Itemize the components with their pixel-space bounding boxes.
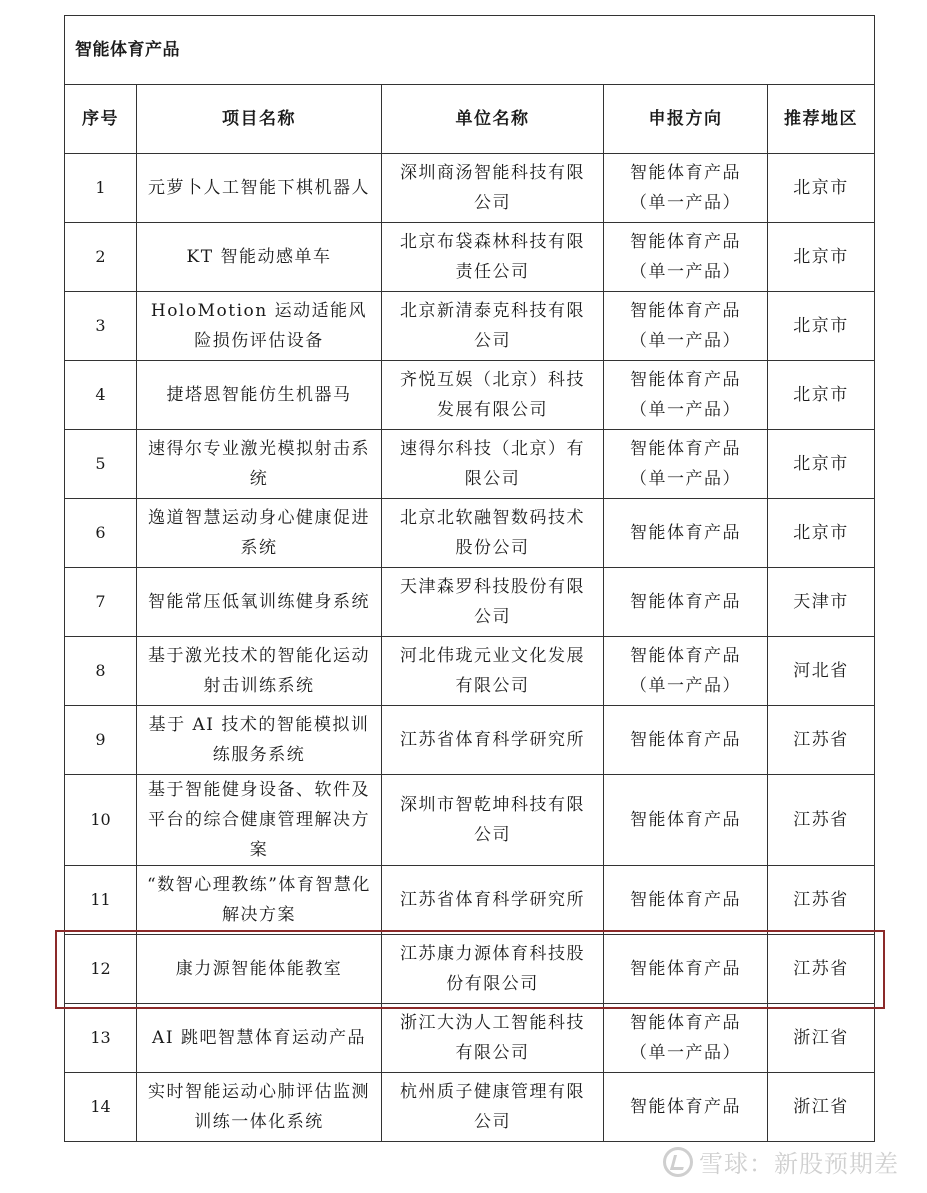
cell-region: 江苏省 (768, 935, 875, 1004)
cell-name: 元萝卜人工智能下棋机器人 (137, 154, 382, 223)
cell-no: 1 (65, 154, 137, 223)
watermark-text: 雪球：新股预期差 (699, 1150, 899, 1178)
cell-name: 基于智能健身设备、软件及平台的综合健康管理解决方案 (137, 775, 382, 866)
products-table (64, 15, 875, 1142)
cell-no: 6 (65, 499, 137, 568)
cell-unit: 江苏省体育科学研究所 (382, 866, 604, 935)
cell-unit: 江苏省体育科学研究所 (382, 706, 604, 775)
cell-no: 13 (65, 1004, 137, 1073)
cell-direction: 智能体育产品 (604, 706, 768, 775)
cell-no: 5 (65, 430, 137, 499)
cell-direction: 智能体育产品（单一产品） (604, 637, 768, 706)
cell-name: 康力源智能体能教室 (137, 935, 382, 1004)
cell-no: 11 (65, 866, 137, 935)
cell-name: AI 跳吧智慧体育运动产品 (137, 1004, 382, 1073)
cell-direction: 智能体育产品 (604, 935, 768, 1004)
table-row (65, 637, 875, 706)
cell-region: 北京市 (768, 499, 875, 568)
cell-region: 北京市 (768, 430, 875, 499)
cell-direction: 智能体育产品 (604, 866, 768, 935)
cell-name: KT 智能动感单车 (137, 223, 382, 292)
cell-name: 实时智能运动心肺评估监测训练一体化系统 (137, 1073, 382, 1142)
cell-name: 捷塔恩智能仿生机器马 (137, 361, 382, 430)
cell-name: 智能常压低氧训练健身系统 (137, 568, 382, 637)
cell-region: 浙江省 (768, 1073, 875, 1142)
table-row (65, 568, 875, 637)
cell-unit: 浙江大沩人工智能科技有限公司 (382, 1004, 604, 1073)
table-row (65, 361, 875, 430)
cell-name: “数智心理教练”体育智慧化解决方案 (137, 866, 382, 935)
header-region: 推荐地区 (768, 85, 875, 154)
table-title: 智能体育产品 (65, 16, 875, 85)
table-body (65, 154, 875, 1142)
cell-no: 9 (65, 706, 137, 775)
cell-unit: 杭州质子健康管理有限公司 (382, 1073, 604, 1142)
cell-region: 浙江省 (768, 1004, 875, 1073)
cell-unit: 齐悦互娱（北京）科技发展有限公司 (382, 361, 604, 430)
cell-region: 北京市 (768, 361, 875, 430)
cell-no: 7 (65, 568, 137, 637)
table-row (65, 430, 875, 499)
cell-no: 4 (65, 361, 137, 430)
cell-direction: 智能体育产品（单一产品） (604, 292, 768, 361)
cell-no: 14 (65, 1073, 137, 1142)
cell-region: 天津市 (768, 568, 875, 637)
cell-direction: 智能体育产品（单一产品） (604, 223, 768, 292)
cell-unit: 北京布袋森林科技有限责任公司 (382, 223, 604, 292)
cell-unit: 北京北软融智数码技术股份公司 (382, 499, 604, 568)
cell-direction: 智能体育产品 (604, 1073, 768, 1142)
table-row (65, 223, 875, 292)
cell-direction: 智能体育产品（单一产品） (604, 1004, 768, 1073)
cell-no: 3 (65, 292, 137, 361)
cell-direction: 智能体育产品（单一产品） (604, 154, 768, 223)
cell-direction: 智能体育产品（单一产品） (604, 361, 768, 430)
table-row (65, 1004, 875, 1073)
snowball-logo-icon (663, 1147, 693, 1177)
cell-region: 北京市 (768, 154, 875, 223)
cell-region: 北京市 (768, 292, 875, 361)
table-row (65, 775, 875, 866)
cell-region: 北京市 (768, 223, 875, 292)
cell-unit: 速得尔科技（北京）有限公司 (382, 430, 604, 499)
cell-unit: 深圳市智乾坤科技有限公司 (382, 775, 604, 866)
cell-unit: 河北伟珑元业文化发展有限公司 (382, 637, 604, 706)
table-row (65, 499, 875, 568)
cell-no: 8 (65, 637, 137, 706)
header-no: 序号 (65, 85, 137, 154)
cell-unit: 深圳商汤智能科技有限公司 (382, 154, 604, 223)
cell-region: 江苏省 (768, 866, 875, 935)
cell-no: 12 (65, 935, 137, 1004)
cell-region: 河北省 (768, 637, 875, 706)
cell-region: 江苏省 (768, 706, 875, 775)
table-row (65, 866, 875, 935)
cell-no: 10 (65, 775, 137, 866)
cell-no: 2 (65, 223, 137, 292)
cell-name: 速得尔专业激光模拟射击系统 (137, 430, 382, 499)
cell-name: 逸道智慧运动身心健康促进系统 (137, 499, 382, 568)
header-direction: 申报方向 (604, 85, 768, 154)
cell-direction: 智能体育产品 (604, 499, 768, 568)
cell-unit: 天津森罗科技股份有限公司 (382, 568, 604, 637)
table-row (65, 154, 875, 223)
header-name: 项目名称 (137, 85, 382, 154)
cell-name: 基于 AI 技术的智能模拟训练服务系统 (137, 706, 382, 775)
table-row (65, 935, 875, 1004)
table-title-row (65, 16, 875, 85)
table-row (65, 292, 875, 361)
table-row (65, 1073, 875, 1142)
cell-direction: 智能体育产品 (604, 775, 768, 866)
cell-name: 基于激光技术的智能化运动射击训练系统 (137, 637, 382, 706)
cell-unit: 北京新清泰克科技有限公司 (382, 292, 604, 361)
cell-region: 江苏省 (768, 775, 875, 866)
cell-name: HoloMotion 运动适能风险损伤评估设备 (137, 292, 382, 361)
header-unit: 单位名称 (382, 85, 604, 154)
cell-unit: 江苏康力源体育科技股份有限公司 (382, 935, 604, 1004)
cell-direction: 智能体育产品 (604, 568, 768, 637)
table-header-row (65, 85, 875, 154)
watermark (663, 1144, 899, 1179)
cell-direction: 智能体育产品（单一产品） (604, 430, 768, 499)
table-row (65, 706, 875, 775)
